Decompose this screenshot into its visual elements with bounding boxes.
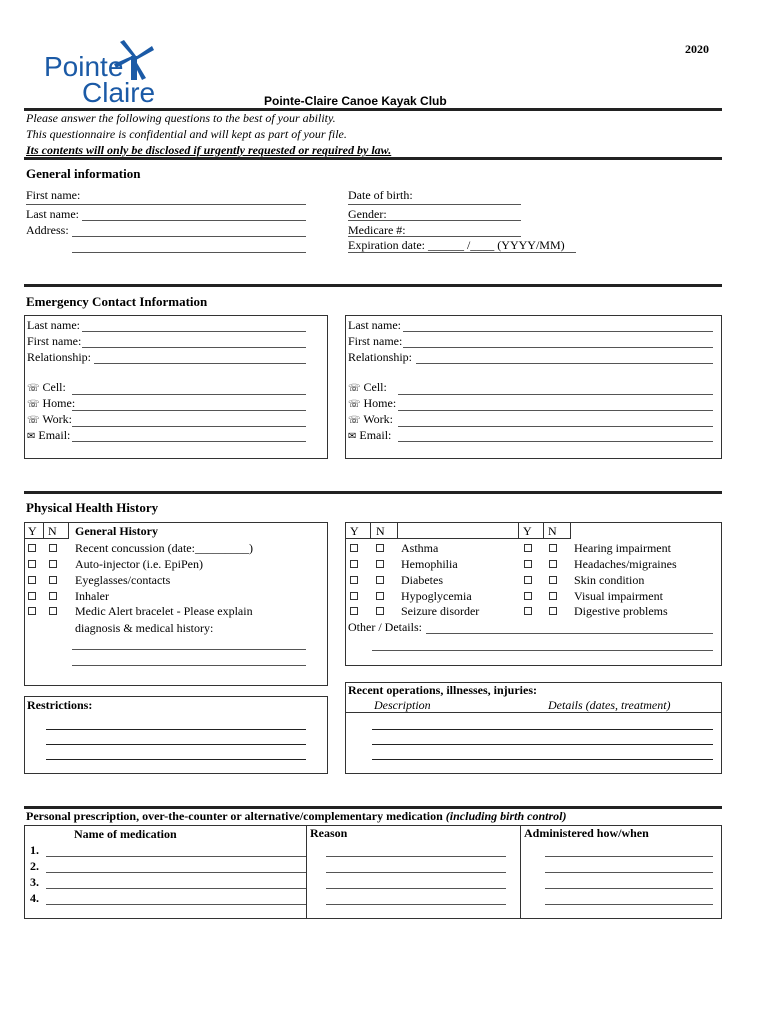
operations-title: Recent operations, illnesses, injuries: xyxy=(348,683,537,697)
n-checkbox[interactable] xyxy=(49,576,57,584)
y-checkbox[interactable] xyxy=(350,592,358,600)
intro-line-1: Please answer the following questions to the best of your ability. xyxy=(26,111,336,125)
y-checkbox[interactable] xyxy=(350,560,358,568)
n-checkbox[interactable] xyxy=(549,560,557,568)
medication-title-note: (including birth control) xyxy=(445,809,567,823)
y-checkbox[interactable] xyxy=(28,544,36,552)
emergency-rule xyxy=(24,491,722,494)
n-checkbox[interactable] xyxy=(549,607,557,615)
ec2-first-name-field[interactable] xyxy=(403,347,713,348)
medical-history-field-2[interactable] xyxy=(72,665,306,666)
n-checkbox[interactable] xyxy=(376,592,384,600)
phone-icon: ☏ xyxy=(27,383,40,394)
ec1-first-name-label: First name: xyxy=(27,334,82,348)
history-item: Asthma xyxy=(401,541,439,555)
y-checkbox[interactable] xyxy=(524,576,532,584)
intro-line-2: This questionnaire is confidential and will kept as part of your file. xyxy=(26,127,347,141)
ec1-cell-row xyxy=(27,380,66,396)
operations-field-1[interactable] xyxy=(372,729,713,730)
n-header: N xyxy=(548,524,557,538)
dob-field[interactable] xyxy=(348,204,521,205)
expiration-underline[interactable] xyxy=(348,252,576,253)
history-item: Visual impairment xyxy=(574,589,663,603)
restrictions-field-2[interactable] xyxy=(46,744,306,745)
history-item: Auto-injector (i.e. EpiPen) xyxy=(75,557,203,571)
gender-label: Gender: xyxy=(348,207,387,221)
ec1-work-field[interactable] xyxy=(72,426,306,427)
other-details-label: Other / Details: xyxy=(348,620,422,634)
history-item: Headaches/migraines xyxy=(574,557,677,571)
health-title: Physical Health History xyxy=(26,500,159,515)
y-header: Y xyxy=(523,524,532,538)
ec1-cell-field[interactable] xyxy=(72,394,306,395)
blank-header-cell xyxy=(397,522,519,539)
history-item: Hearing impairment xyxy=(574,541,671,555)
phone-icon: ☏ xyxy=(27,415,40,426)
operations-field-3[interactable] xyxy=(372,759,713,760)
n-checkbox[interactable] xyxy=(49,544,57,552)
medication-title xyxy=(26,809,567,823)
logo-text-top: Pointe xyxy=(44,51,124,82)
envelope-icon: ✉ xyxy=(27,431,36,442)
y-checkbox[interactable] xyxy=(350,607,358,615)
logo xyxy=(44,40,156,108)
phone-icon: ☏ xyxy=(348,399,361,410)
restrictions-label: Restrictions: xyxy=(27,698,93,712)
ec2-cell-label: Cell: xyxy=(363,380,387,394)
medication-name-field[interactable] xyxy=(46,856,306,857)
general-history-header: General History xyxy=(75,524,158,538)
ec2-email-label: Email: xyxy=(359,428,392,442)
other-details-field-1[interactable] xyxy=(426,633,713,634)
medication-name-field[interactable] xyxy=(46,888,306,889)
ec2-cell-row xyxy=(348,380,387,396)
n-checkbox[interactable] xyxy=(376,544,384,552)
header-rule-bottom xyxy=(24,157,722,160)
n-checkbox[interactable] xyxy=(549,544,557,552)
ec1-email-row xyxy=(27,428,70,444)
ec1-relationship-field[interactable] xyxy=(94,363,306,364)
row-number: 1. xyxy=(30,843,39,857)
operations-field-2[interactable] xyxy=(372,744,713,745)
y-header: Y xyxy=(28,524,37,538)
medication-reason-field[interactable] xyxy=(326,888,506,889)
y-checkbox[interactable] xyxy=(350,544,358,552)
ec1-work-label: Work: xyxy=(42,412,73,426)
address-label: Address: xyxy=(26,223,69,237)
details-header: Details (dates, treatment) xyxy=(548,698,671,712)
general-info-title: General information xyxy=(26,166,141,181)
n-header: N xyxy=(48,524,57,538)
y-checkbox[interactable] xyxy=(28,576,36,584)
history-item: Inhaler xyxy=(75,589,109,603)
general-rule xyxy=(24,284,722,287)
n-checkbox[interactable] xyxy=(49,592,57,600)
ec1-home-row xyxy=(27,396,75,412)
medication-admin-field[interactable] xyxy=(545,856,713,857)
medication-name-header: Name of medication xyxy=(74,827,177,841)
history-item: Diabetes xyxy=(401,573,443,587)
medication-reason-header: Reason xyxy=(310,826,348,840)
ec2-cell-field[interactable] xyxy=(398,394,713,395)
operations-header-rule xyxy=(345,712,722,713)
ec2-work-label: Work: xyxy=(363,412,394,426)
history-item: Medic Alert bracelet - Please explain xyxy=(75,604,253,618)
medication-title-text: Personal prescription, over-the-counter or alternative/complementary medication xyxy=(26,809,443,823)
envelope-icon: ✉ xyxy=(348,431,357,442)
description-header: Description xyxy=(374,698,431,712)
medication-reason-field[interactable] xyxy=(326,872,506,873)
n-checkbox[interactable] xyxy=(376,607,384,615)
first-name-label: First name: xyxy=(26,188,81,202)
ec1-first-name-field[interactable] xyxy=(82,347,306,348)
ec1-email-field[interactable] xyxy=(72,441,306,442)
n-checkbox[interactable] xyxy=(49,560,57,568)
ec2-relationship-label: Relationship: xyxy=(348,350,412,364)
n-header: N xyxy=(376,524,385,538)
medication-reason-field[interactable] xyxy=(326,856,506,857)
n-checkbox[interactable] xyxy=(549,576,557,584)
history-item: Recent concussion (date:_________) xyxy=(75,541,253,555)
n-checkbox[interactable] xyxy=(549,592,557,600)
restrictions-field-1[interactable] xyxy=(46,729,306,730)
other-details-field-2[interactable] xyxy=(372,650,713,651)
ec2-home-field[interactable] xyxy=(398,410,713,411)
history-item: Skin condition xyxy=(574,573,645,587)
gender-field[interactable] xyxy=(348,220,521,221)
expiration-label: Expiration date: ______ /____ (YYYY/MM) xyxy=(348,238,565,252)
row-number: 3. xyxy=(30,875,39,889)
y-checkbox[interactable] xyxy=(524,560,532,568)
address-field-2[interactable] xyxy=(72,252,306,253)
phone-icon: ☏ xyxy=(348,415,361,426)
ec2-work-field[interactable] xyxy=(398,426,713,427)
intro-line-3: Its contents will only be disclosed if urgently requested or required by law. xyxy=(26,143,392,157)
n-checkbox[interactable] xyxy=(49,607,57,615)
medical-history-field-1[interactable] xyxy=(72,649,306,650)
first-name-field[interactable] xyxy=(26,204,306,205)
restrictions-field-3[interactable] xyxy=(46,759,306,760)
emergency-title: Emergency Contact Information xyxy=(26,294,208,309)
medication-admin-field[interactable] xyxy=(545,872,713,873)
logo-text-bottom: Claire xyxy=(82,77,156,108)
y-checkbox[interactable] xyxy=(524,592,532,600)
ec1-home-field[interactable] xyxy=(72,410,306,411)
address-field-1[interactable] xyxy=(72,236,306,237)
club-name: Pointe-Claire Canoe Kayak Club xyxy=(264,94,447,108)
ec2-home-row xyxy=(348,396,396,412)
y-header: Y xyxy=(350,524,359,538)
y-checkbox[interactable] xyxy=(28,560,36,568)
history-item: Hemophilia xyxy=(401,557,458,571)
n-checkbox[interactable] xyxy=(376,560,384,568)
phone-icon: ☏ xyxy=(348,383,361,394)
y-checkbox[interactable] xyxy=(524,544,532,552)
ec1-home-label: Home: xyxy=(42,396,76,410)
ec2-home-label: Home: xyxy=(363,396,397,410)
ec1-last-name-field[interactable] xyxy=(82,331,306,332)
ec1-work-row xyxy=(27,412,72,428)
medication-name-field[interactable] xyxy=(46,904,306,905)
medication-col-divider-2 xyxy=(520,825,521,919)
ec1-cell-label: Cell: xyxy=(42,380,66,394)
history-item-extra: diagnosis & medical history: xyxy=(75,621,214,635)
ec2-first-name-label: First name: xyxy=(348,334,403,348)
n-checkbox[interactable] xyxy=(376,576,384,584)
ec2-relationship-field[interactable] xyxy=(416,363,713,364)
history-item: Eyeglasses/contacts xyxy=(75,573,171,587)
last-name-label: Last name: xyxy=(26,207,79,221)
medication-admin-field[interactable] xyxy=(545,904,713,905)
ec2-email-field[interactable] xyxy=(398,441,713,442)
history-item: Hypoglycemia xyxy=(401,589,472,603)
ec2-work-row xyxy=(348,412,393,428)
medication-admin-field[interactable] xyxy=(545,888,713,889)
y-checkbox[interactable] xyxy=(28,592,36,600)
ec1-email-label: Email: xyxy=(38,428,71,442)
last-name-field[interactable] xyxy=(82,220,306,221)
year: 2020 xyxy=(685,42,709,56)
medicare-field[interactable] xyxy=(348,236,521,237)
history-item: Digestive problems xyxy=(574,604,668,618)
y-checkbox[interactable] xyxy=(28,607,36,615)
medication-col-divider-1 xyxy=(306,825,307,919)
medication-admin-header: Administered how/when xyxy=(524,826,649,840)
y-checkbox[interactable] xyxy=(350,576,358,584)
medicare-label: Medicare #: xyxy=(348,223,406,237)
medication-reason-field[interactable] xyxy=(326,904,506,905)
y-checkbox[interactable] xyxy=(524,607,532,615)
row-number: 4. xyxy=(30,891,39,905)
ec1-last-name-label: Last name: xyxy=(27,318,80,332)
dob-label: Date of birth: xyxy=(348,188,413,202)
history-item: Seizure disorder xyxy=(401,604,480,618)
ec2-email-row xyxy=(348,428,391,444)
ec2-last-name-label: Last name: xyxy=(348,318,401,332)
ec2-last-name-field[interactable] xyxy=(403,331,713,332)
row-number: 2. xyxy=(30,859,39,873)
medication-name-field[interactable] xyxy=(46,872,306,873)
ec1-relationship-label: Relationship: xyxy=(27,350,91,364)
phone-icon: ☏ xyxy=(27,399,40,410)
